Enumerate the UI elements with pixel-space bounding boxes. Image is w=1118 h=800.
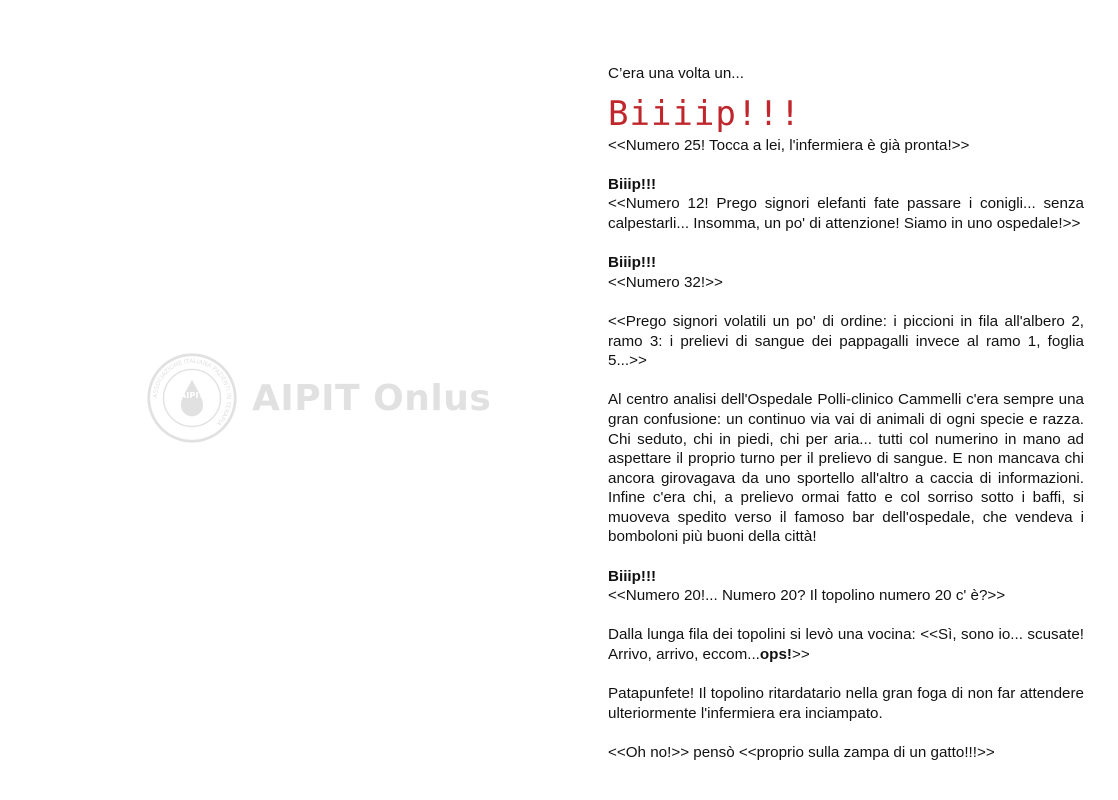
beep-2: Biiip!!! [608, 254, 657, 272]
story-page [608, 64, 1084, 763]
beep-1: Biiip!!! [608, 175, 657, 193]
big-beep-heading: Biiiip!!! [608, 93, 802, 134]
paragraph-patapunfete: Patapunfete! Il topolino ritardatario nella gran foga di non far attendere ulteriormente l'infermiera era inciampato. [608, 685, 1084, 722]
dialogue-numero-20: <<Numero 20!... Numero 20? Il topolino numero 20 c' è?>> [608, 587, 1006, 605]
seal-label: AIPIT [179, 390, 205, 400]
story-intro: C’era una volta un... [608, 65, 744, 82]
paragraph-centro-analisi: Al centro analisi dell'Ospedale Polli-clinico Cammelli c'era sempre una gran confusione: un continuo via vai di animali di ogni specie e razza. Chi seduto, chi in piedi, chi per aria... tutti col numerino in mano ad aspettare il proprio turno per il prelievo di sangue. E non mancava chi ancora girovagava da uno sportello all'altro a caccia di informazioni. Infine c'era chi, a prelievo ormai fatto e col sorriso sotto i baffi, si muoveva spedito verso il famoso bar dell'ospedale, che vendeva i bomboloni più buoni della città! [608, 391, 1084, 546]
dialogue-numero-32: <<Numero 32!>> [608, 273, 723, 291]
beep-3: Biiip!!! [608, 567, 657, 585]
vocina-end: >> [791, 646, 810, 664]
vocina-ops: ops! [759, 646, 792, 664]
aipit-seal-icon [146, 352, 238, 444]
paragraph-final: <<Oh no!>> pensò <<proprio sulla zampa di un gatto!!!>> [608, 744, 995, 761]
seal-ring-text: ASSOCIAZIONE ITALIANA PAZIENTI IN TERAPIA [151, 358, 233, 427]
dialogue-numero-12: <<Numero 12! Prego signori elefanti fate passare i conigli... senza calpestarli... Insomma, un po' di attenzione! Siamo in uno ospedale!>> [608, 195, 1084, 232]
dialogue-numero-25: <<Numero 25! Tocca a lei, l'infermiera è già pronta!>> [608, 136, 970, 154]
dialogue-volatili: <<Prego signori volatili un po' di ordine: i piccioni in fila all'albero 2, ramo 3: i prelievi di sangue dei pappagalli invece al ramo 1, foglia 5...>> [608, 312, 1084, 370]
aipit-watermark [146, 352, 491, 444]
org-name: AIPIT Onlus [252, 377, 492, 419]
vocina-text: Dalla lunga fila dei topolini si levò una vocina: <<Sì, sono io... scusate! Arrivo, arrivo, eccom... [608, 626, 1084, 664]
paragraph-vocina [608, 625, 1084, 664]
